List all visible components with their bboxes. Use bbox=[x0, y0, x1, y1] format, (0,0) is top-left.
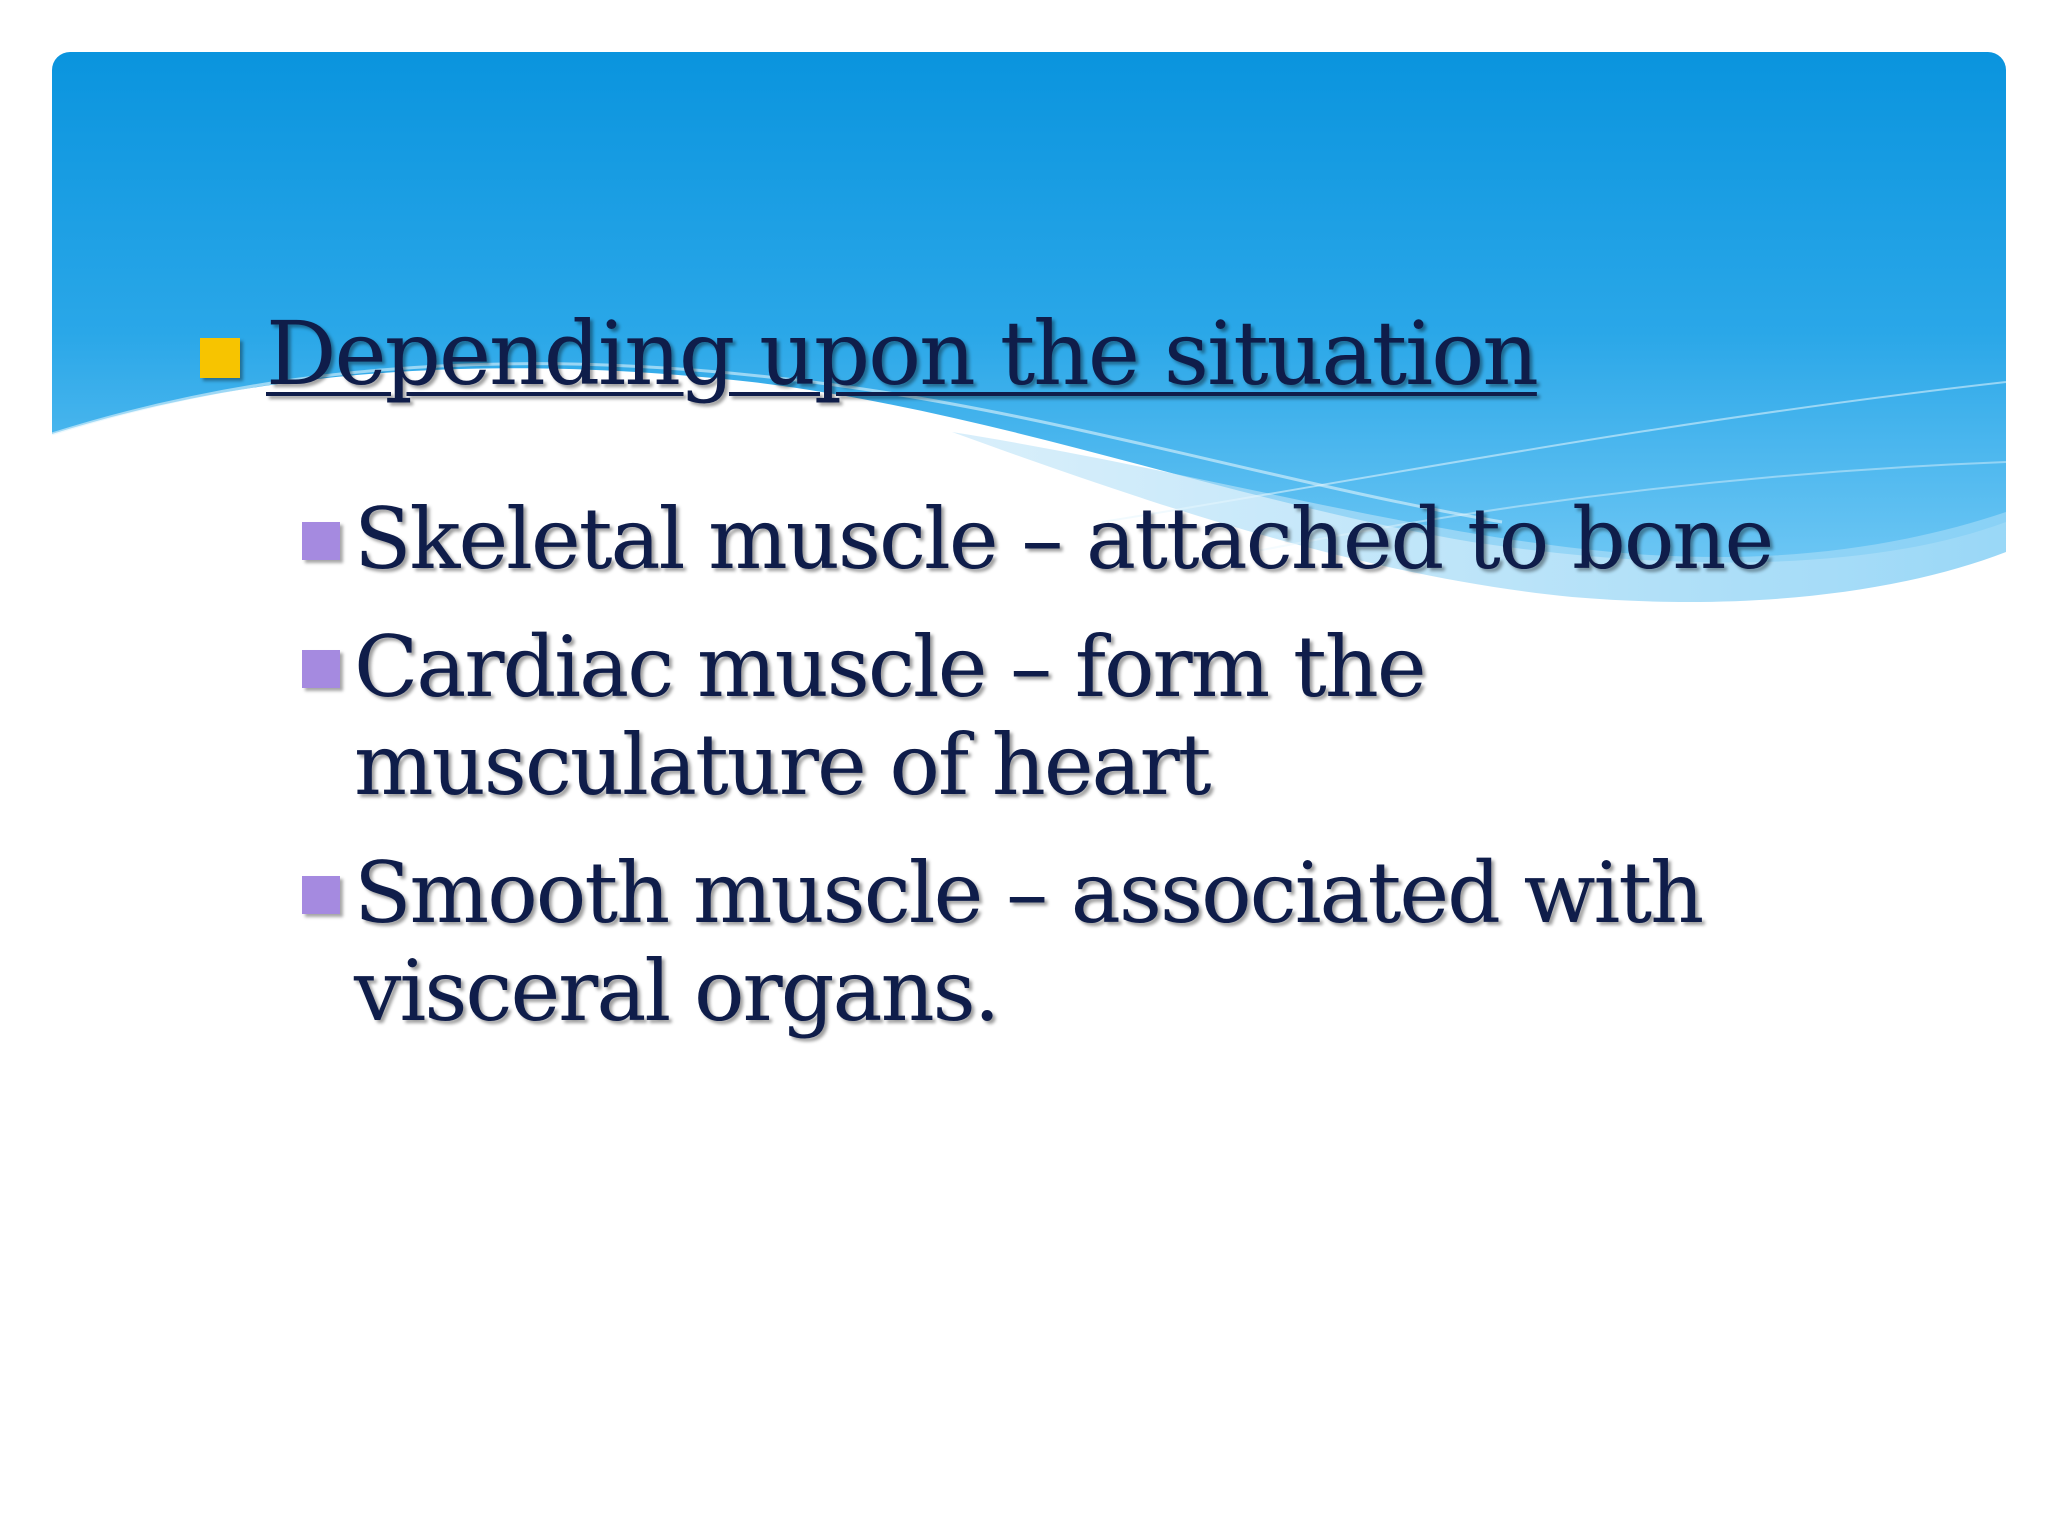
list-item bbox=[302, 844, 1702, 1040]
list-item-text bbox=[354, 618, 1425, 814]
list-item-line: Cardiac muscle – form the bbox=[354, 618, 1425, 716]
list-item-text bbox=[354, 844, 1702, 1040]
slide-content bbox=[52, 52, 2006, 1482]
list-item-text bbox=[354, 490, 1772, 588]
slide-heading: Depending upon the situation bbox=[266, 302, 1537, 405]
square-bullet-icon bbox=[302, 650, 340, 688]
list-item-line: musculature of heart bbox=[354, 716, 1210, 814]
square-bullet-icon bbox=[200, 338, 240, 378]
square-bullet-icon bbox=[302, 522, 340, 560]
list-item bbox=[302, 618, 1425, 814]
list-item bbox=[302, 490, 1772, 588]
list-item-line: Skeletal muscle – attached to bone bbox=[354, 490, 1773, 588]
slide bbox=[52, 52, 2006, 1482]
list-item-line: Smooth muscle – associated with bbox=[354, 844, 1703, 942]
heading-bullet-item bbox=[200, 304, 1537, 404]
square-bullet-icon bbox=[302, 876, 340, 914]
list-item-line: visceral organs. bbox=[354, 942, 999, 1040]
